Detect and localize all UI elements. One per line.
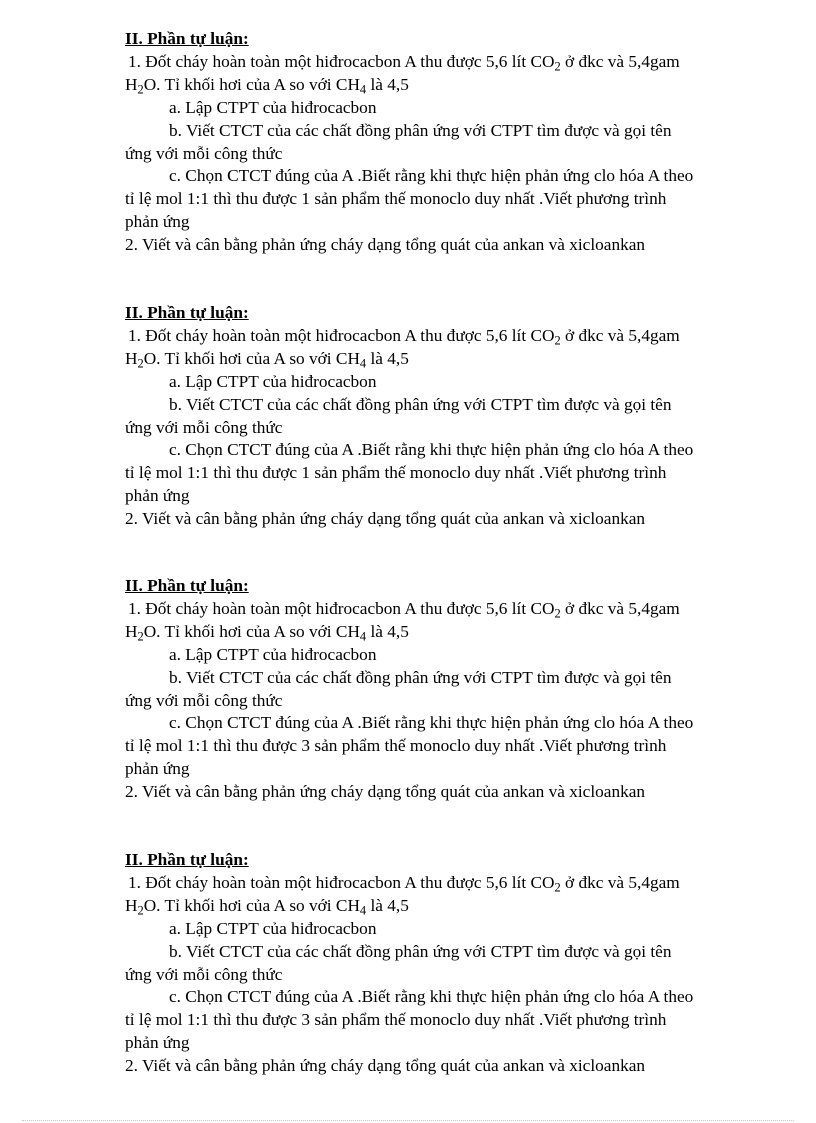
question-2: 2. Viết và cân bằng phản ứng cháy dạng tổng quát của ankan và xicloankan [125, 782, 646, 802]
section-heading: II. Phần tự luận: [125, 303, 249, 322]
question-1-line-1: 1. Đốt cháy hoàn toàn một hiđrocacbon A thu được 5,6 lít $CO_2$ ở đkc và 5,4gam [128, 598, 680, 621]
section-heading: II. Phần tự luận: [125, 29, 249, 48]
sub-question-c-line-3: phản ứng [125, 759, 190, 779]
sub-question-c-line-1: c. Chọn CTCT đúng của A .Biết rằng khi thực hiện phản ứng clo hóa A theo [169, 987, 694, 1007]
exam-section-2 [125, 302, 755, 531]
sub-question-a: a. Lập CTPT của hiđrocacbon [169, 371, 377, 391]
sub-question-b-line-1: b. Viết CTCT của các chất đồng phân ứng với CTPT tìm được và gọi tên [169, 120, 672, 140]
sub-question-c-line-1: c. Chọn CTCT đúng của A .Biết rằng khi thực hiện phản ứng clo hóa A theo [169, 713, 694, 733]
sub-question-c-line-3: phản ứng [125, 486, 190, 506]
sub-question-c-line-1: c. Chọn CTCT đúng của A .Biết rằng khi thực hiện phản ứng clo hóa A theo [169, 166, 694, 186]
question-1-line-2: $H_2O$. Tỉ khối hơi của A so với $CH_4$ là 4,5 [125, 74, 409, 97]
sub-question-a: a. Lập CTPT của hiđrocacbon [169, 918, 377, 938]
question-2: 2. Viết và cân bằng phản ứng cháy dạng tổng quát của ankan và xicloankan [125, 509, 646, 529]
exam-section-1 [125, 28, 755, 257]
sub-question-c-line-3: phản ứng [125, 212, 190, 232]
sub-question-c-line-3: phản ứng [125, 1033, 190, 1053]
question-1-line-2: $H_2O$. Tỉ khối hơi của A so với $CH_4$ là 4,5 [125, 621, 409, 644]
exam-section-4 [125, 849, 755, 1078]
sub-question-a: a. Lập CTPT của hiđrocacbon [169, 644, 377, 664]
question-1-line-1: 1. Đốt cháy hoàn toàn một hiđrocacbon A thu được 5,6 lít $CO_2$ ở đkc và 5,4gam [128, 51, 680, 74]
sub-question-b-line-2: ứng với mỗi công thức [125, 964, 283, 984]
sub-question-b-line-2: ứng với mỗi công thức [125, 143, 283, 163]
sub-question-b-line-1: b. Viết CTCT của các chất đồng phân ứng với CTPT tìm được và gọi tên [169, 667, 672, 687]
sub-question-c-line-2: tỉ lệ mol 1:1 thì thu được 3 sản phẩm thế monoclo duy nhất .Viết phương trình [125, 736, 667, 756]
sub-question-c-line-2: tỉ lệ mol 1:1 thì thu được 1 sản phẩm thế monoclo duy nhất .Viết phương trình [125, 463, 667, 483]
question-2: 2. Viết và cân bằng phản ứng cháy dạng tổng quát của ankan và xicloankan [125, 235, 646, 255]
sub-question-b-line-2: ứng với mỗi công thức [125, 690, 283, 710]
question-1-line-2: $H_2O$. Tỉ khối hơi của A so với $CH_4$ là 4,5 [125, 348, 409, 371]
exam-section-3 [125, 575, 755, 804]
sub-question-c-line-2: tỉ lệ mol 1:1 thì thu được 3 sản phẩm thế monoclo duy nhất .Viết phương trình [125, 1010, 667, 1030]
question-2: 2. Viết và cân bằng phản ứng cháy dạng tổng quát của ankan và xicloankan [125, 1056, 646, 1076]
sub-question-b-line-2: ứng với mỗi công thức [125, 417, 283, 437]
sub-question-c-line-2: tỉ lệ mol 1:1 thì thu được 1 sản phẩm thế monoclo duy nhất .Viết phương trình [125, 189, 667, 209]
sub-question-c-line-1: c. Chọn CTCT đúng của A .Biết rằng khi thực hiện phản ứng clo hóa A theo [169, 440, 694, 460]
question-1-line-1: 1. Đốt cháy hoàn toàn một hiđrocacbon A thu được 5,6 lít $CO_2$ ở đkc và 5,4gam [128, 325, 680, 348]
question-1-line-1: 1. Đốt cháy hoàn toàn một hiđrocacbon A thu được 5,6 lít $CO_2$ ở đkc và 5,4gam [128, 872, 680, 895]
question-1-line-2: $H_2O$. Tỉ khối hơi của A so với $CH_4$ là 4,5 [125, 895, 409, 918]
section-heading: II. Phần tự luận: [125, 576, 249, 595]
page-bottom-divider [22, 1120, 794, 1121]
sub-question-b-line-1: b. Viết CTCT của các chất đồng phân ứng với CTPT tìm được và gọi tên [169, 394, 672, 414]
sub-question-b-line-1: b. Viết CTCT của các chất đồng phân ứng với CTPT tìm được và gọi tên [169, 941, 672, 961]
sub-question-a: a. Lập CTPT của hiđrocacbon [169, 97, 377, 117]
section-heading: II. Phần tự luận: [125, 850, 249, 869]
